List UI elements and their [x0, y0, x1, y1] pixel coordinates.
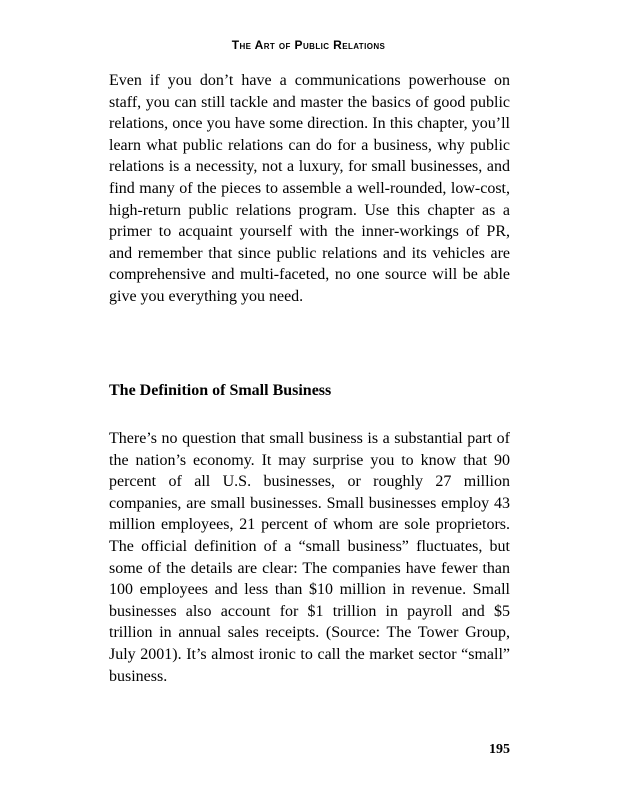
intro-paragraph: Even if you don’t have a communications powerhouse on staff, you can still tackle and master the basics of good public relations, once you have some direction. In this chapter, you’ll learn what public relations can do for a business, why public relations is a necessity, not a luxury, for small businesses, and find many of the pieces to assemble a well-rounded, low-cost, high-return public relations program. Use this chapter as a primer to acquaint yourself with the inner-workings of PR, and remember that since public relations and its vehicles are comprehensive and multi-faceted, no one source will be able give you everything you need.: [109, 72, 510, 305]
running-header-title: The Art of Public Relations: [231, 38, 386, 52]
section-heading: The Definition of Small Business: [109, 382, 332, 399]
page-number: 195: [489, 742, 510, 757]
section-paragraph: There’s no question that small business is a substantial part of the nation’s economy. It may surprise you to know that 90 percent of all U.S. businesses, or roughly 27 million companies, are small businesses. Small businesses employ 43 million employees, 21 percent of whom are sole proprietors. The official definition of a “small business” fluctuates, but some of the details are clear: The companies have fewer than 100 employees and less than $10 million in revenue. Small businesses also account for $1 trillion in payroll and $5 trillion in annual sales receipts. (Source: The Tower Group, July 2001). It’s almost ironic to call the market sector “small” business.: [109, 430, 510, 685]
